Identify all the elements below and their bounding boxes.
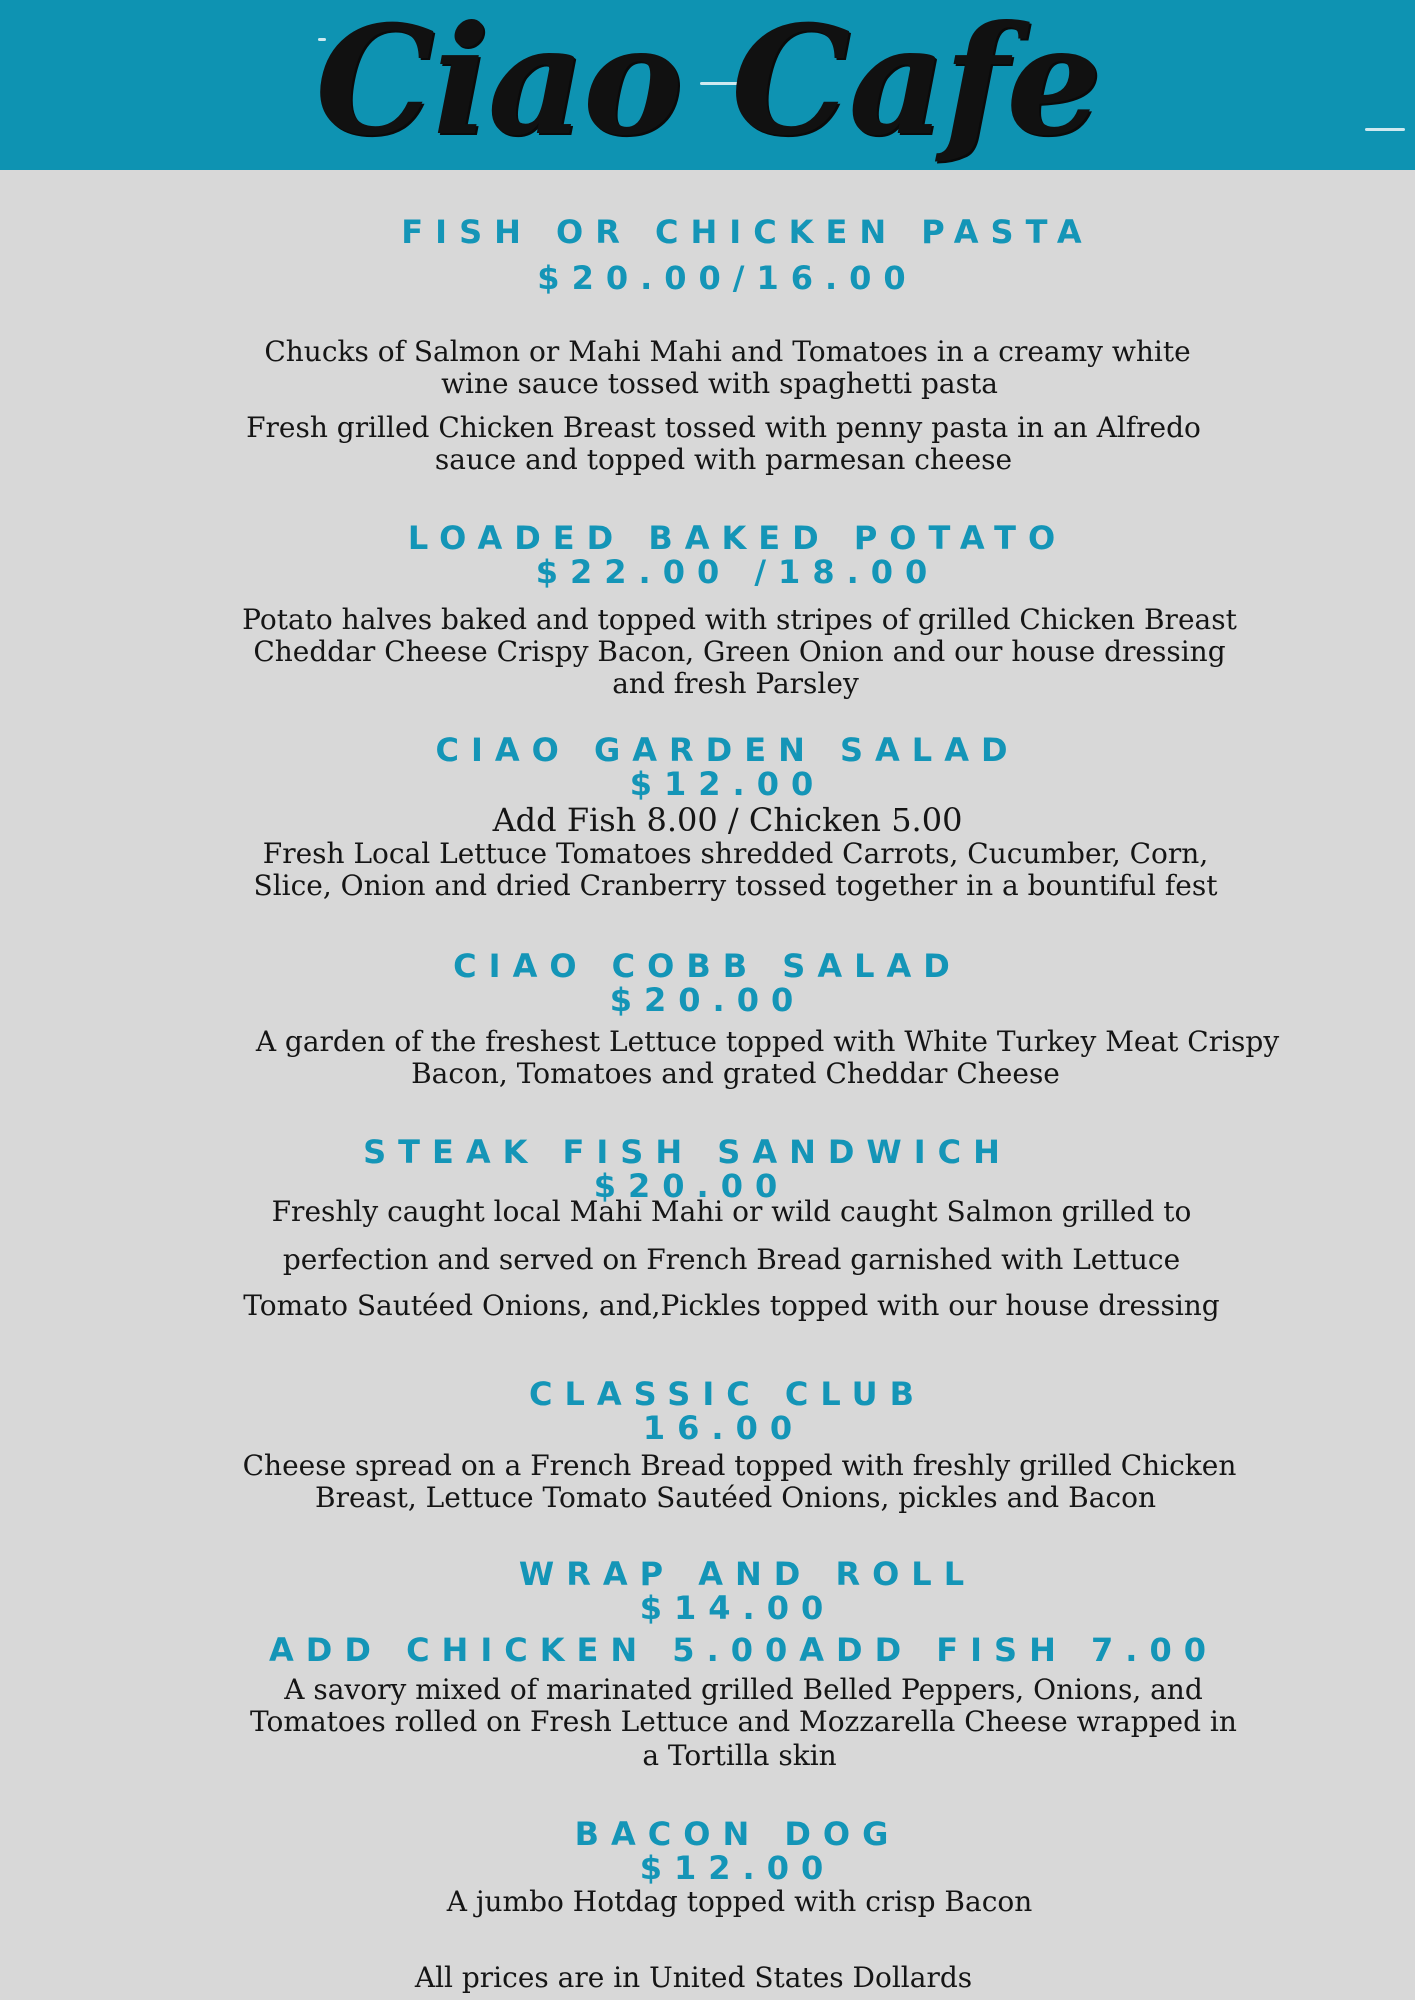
menu-item-name: CLASSIC CLUB [529,1375,926,1413]
menu-item-price: $20.00 [609,981,806,1019]
menu-item-desc: Freshly caught local Mahi Mahi or wild caught Salmon grilled to [271,1195,1192,1228]
menu-item-desc: A jumbo Hotdag topped with crisp Bacon [446,1885,1033,1918]
menu-item-desc: wine sauce tossed with spaghetti pasta [441,367,998,400]
menu-item-desc: A savory mixed of marinated grilled Belled Peppers, Onions, and [284,1673,1203,1706]
menu-item-addon: Add Fish 8.00 / Chicken 5.00 [492,801,963,839]
menu-item-desc: Breast, Lettuce Tomato Sautéed Onions, pickles and Bacon [315,1481,1156,1514]
menu-item-price: $12.00 [629,765,826,803]
menu-item-name: CIAO COBB SALAD [453,947,962,985]
menu-item-desc: perfection and served on French Bread garnished with Lettuce [282,1243,1181,1276]
menu-item-name: WRAP AND ROLL [518,1555,977,1593]
menu-item-name: BACON DOG [574,1815,901,1853]
menu-item-desc: and fresh Parsley [612,667,859,700]
price-footnote: All prices are in United States Dollards [414,1961,973,1994]
menu-item-desc: Cheese spread on a French Bread topped with freshly grilled Chicken [242,1449,1237,1482]
header-band [0,0,1415,170]
menu-item-name: LOADED BAKED POTATO [407,519,1068,557]
menu-item-name: CIAO GARDEN SALAD [435,731,1020,769]
menu-item-price: $14.00 [639,1589,836,1627]
menu-item-desc: Chucks of Salmon or Mahi Mahi and Tomatoes in a creamy white [264,335,1191,368]
menu-item-desc: A garden of the freshest Lettuce topped with White Turkey Meat Crispy [255,1025,1280,1058]
menu-item-desc: Slice, Onion and dried Cranberry tossed together in a bountiful fest [253,869,1218,902]
menu-item-addon-heading: ADD CHICKEN 5.00ADD FISH 7.00 [269,1631,1218,1669]
menu-item-desc: Bacon, Tomatoes and grated Cheddar Cheese [411,1057,1060,1090]
cafe-title: Ciao Cafe [315,0,1100,169]
menu-item-desc: Tomatoes rolled on Fresh Lettuce and Mozzarella Cheese wrapped in [250,1705,1237,1738]
menu-item-desc: Fresh Local Lettuce Tomatoes shredded Carrots, Cucumber, Corn, [262,837,1209,870]
menu-item-name: FISH OR CHICKEN PASTA [401,213,1094,251]
menu-item-desc: Tomato Sautéed Onions, and,Pickles topped with our house dressing [243,1289,1220,1322]
menu-item-desc: Fresh grilled Chicken Breast tossed with penny pasta in an Alfredo [246,411,1201,444]
menu-item-desc: Cheddar Cheese Crispy Bacon, Green Onion and our house dressing [253,635,1226,668]
menu-item-desc: sauce and topped with parmesan cheese [434,443,1013,476]
menu-item-price: 16.00 [642,1409,805,1447]
menu-item-price: $12.00 [639,1849,836,1887]
menu-item-price: $20.00/16.00 [537,259,918,297]
menu-item-desc: a Tortilla skin [642,1739,837,1772]
menu-item-price: $20.00 [593,1167,790,1205]
menu-item-name: STEAK FISH SANDWICH [363,1133,1012,1171]
menu-item-price: $22.00 /18.00 [535,553,940,591]
menu-item-desc: Potato halves baked and topped with stripes of grilled Chicken Breast [242,603,1237,636]
